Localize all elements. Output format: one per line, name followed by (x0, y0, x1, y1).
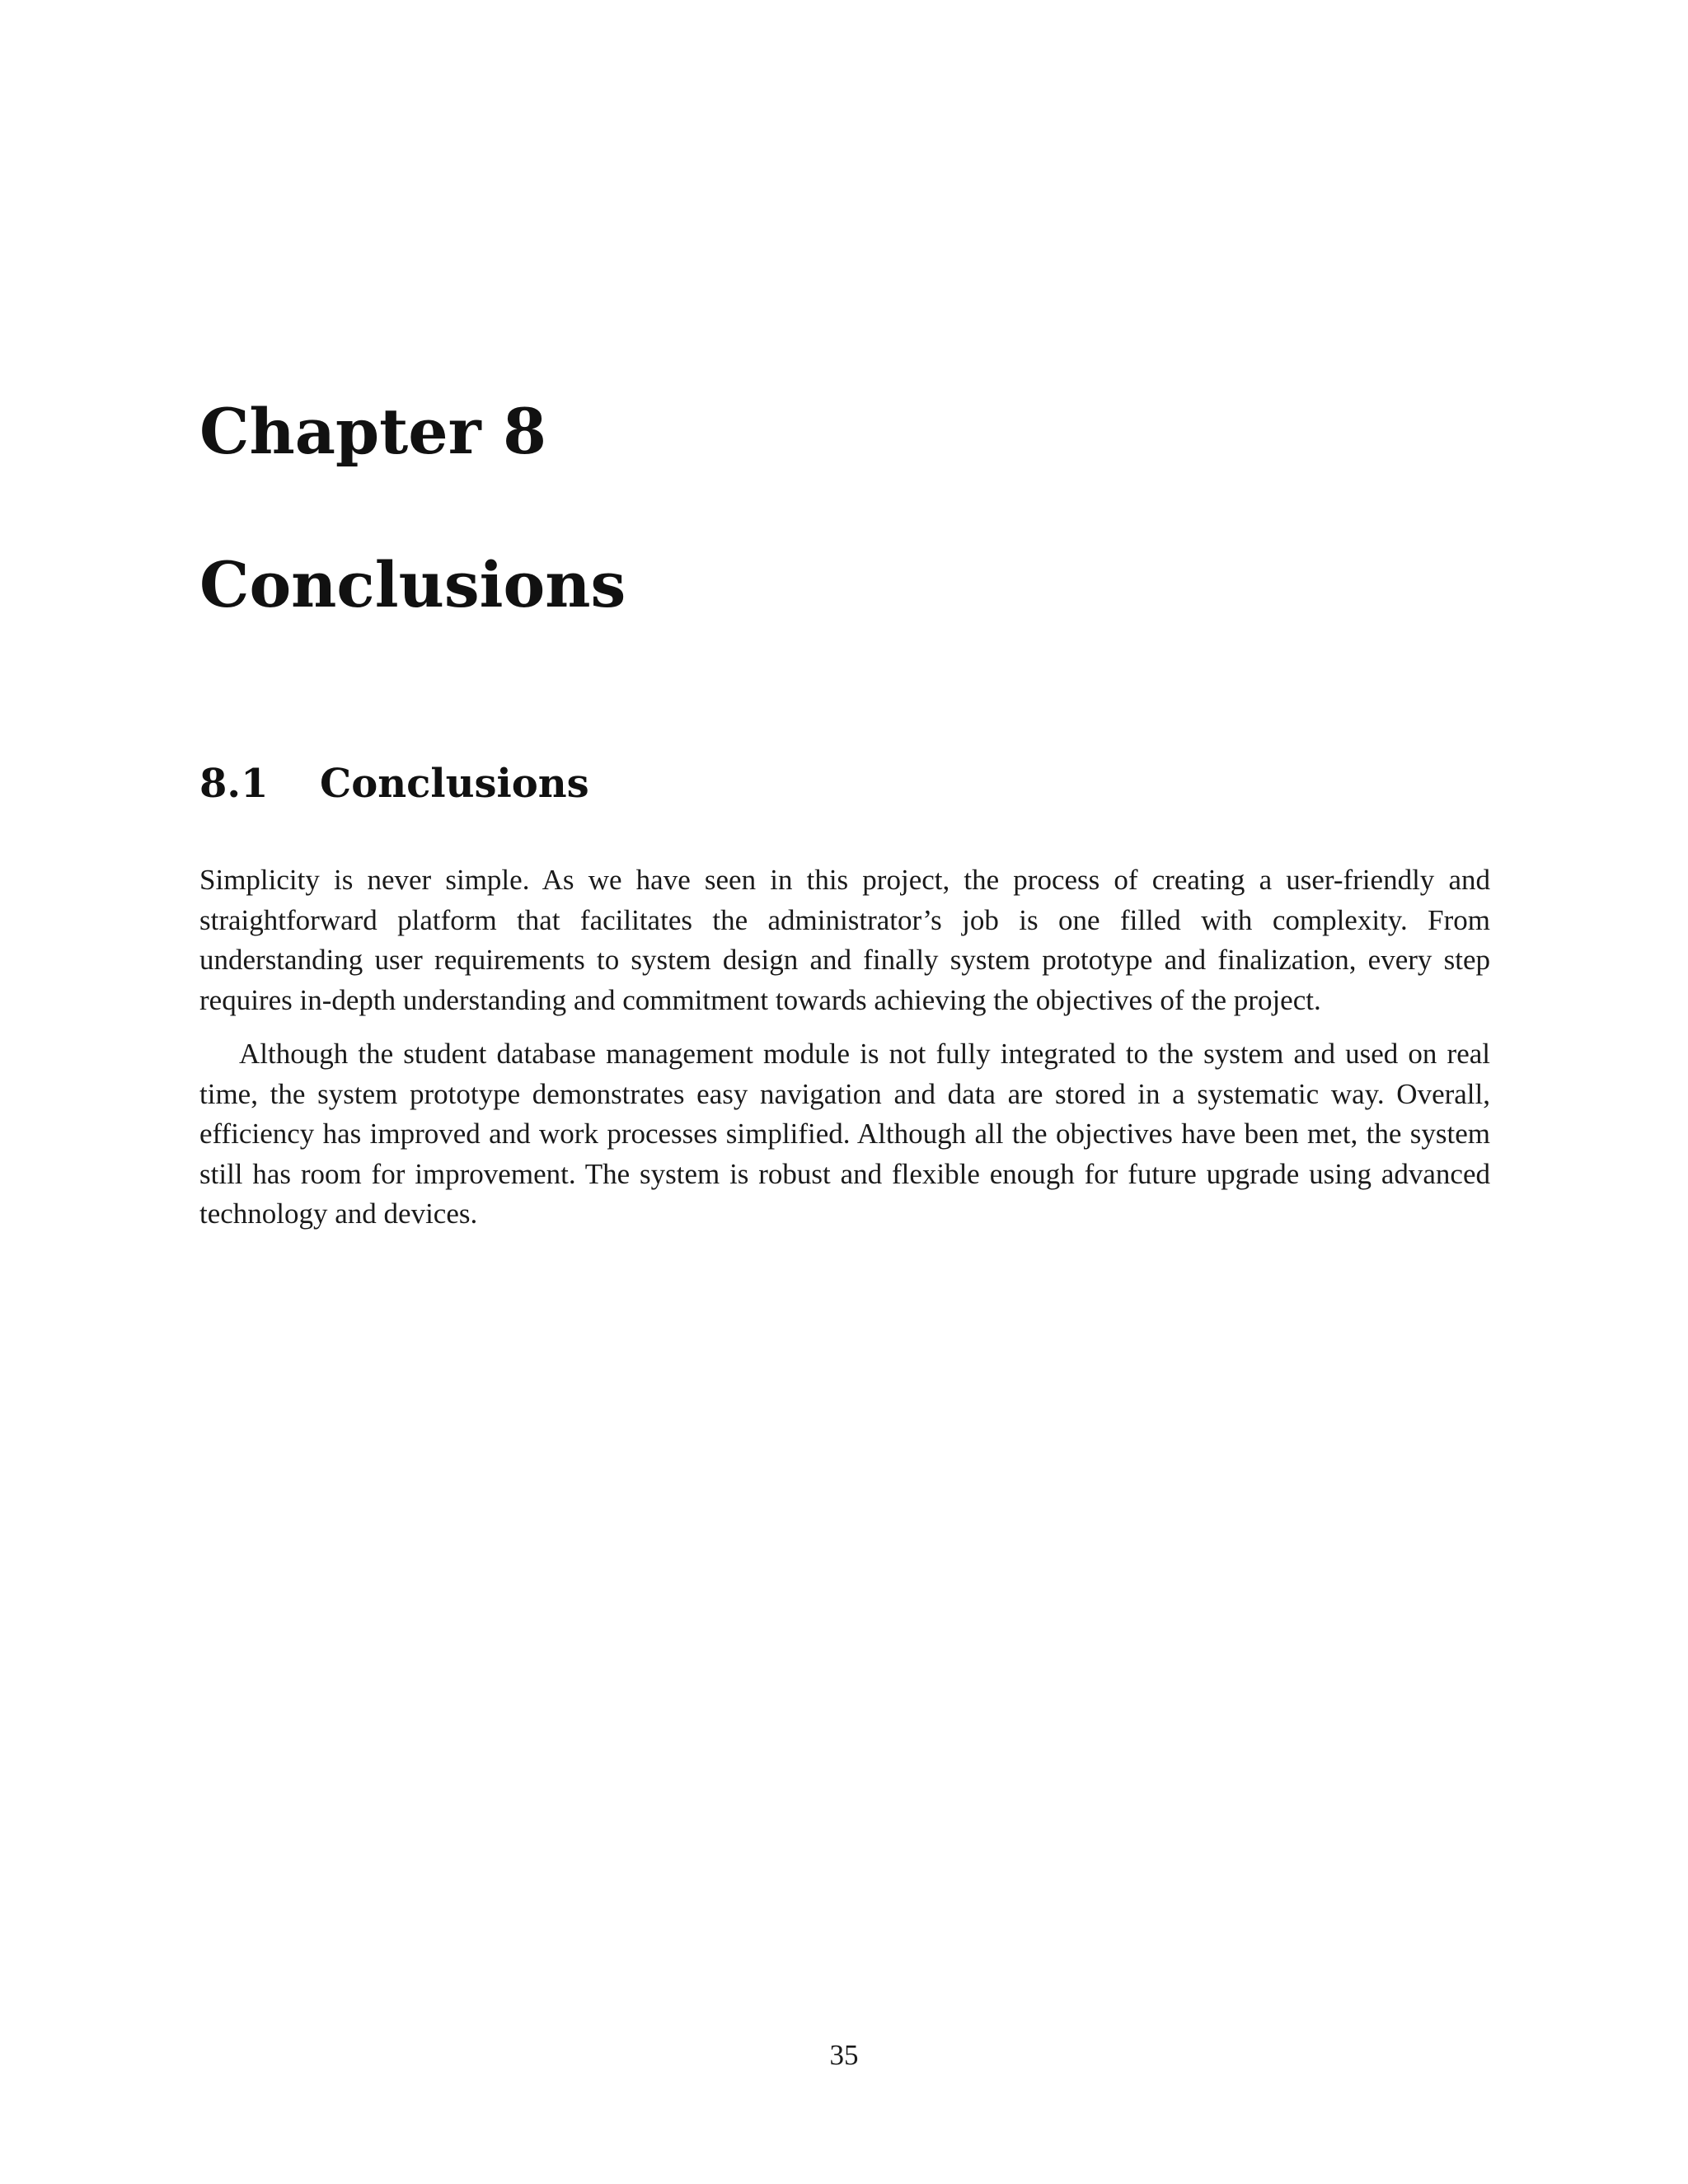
section-heading (199, 761, 589, 807)
section-body (199, 860, 1490, 1235)
chapter-label: Chapter 8 (199, 395, 546, 468)
chapter-title: Conclusions (199, 548, 626, 621)
paragraph-2: Although the student database management module is not fully integrated to the system and used on real time, the system prototype demonstrates easy navigation and data are stored in a systematic way. Overall, efficiency has improved and work processes simplified. Although all the objectives have been met, the system still has room for improvement. The system is robust and flexible enough for future upgrade using advanced technology and devices. (199, 1038, 1490, 1230)
section-number: 8.1 (199, 761, 269, 807)
paragraph-1: Simplicity is never simple. As we have seen in this project, the process of creating a user-friendly and straightforward platform that facilitates the administrator’s job is one filled with complexity. From understanding user requirements to system design and finally system prototype and finalization, every step requires in-depth understanding and commitment towards achieving the objectives of the project. (199, 864, 1490, 1016)
section-title: Conclusions (320, 761, 589, 807)
page-number: 35 (829, 2039, 859, 2071)
